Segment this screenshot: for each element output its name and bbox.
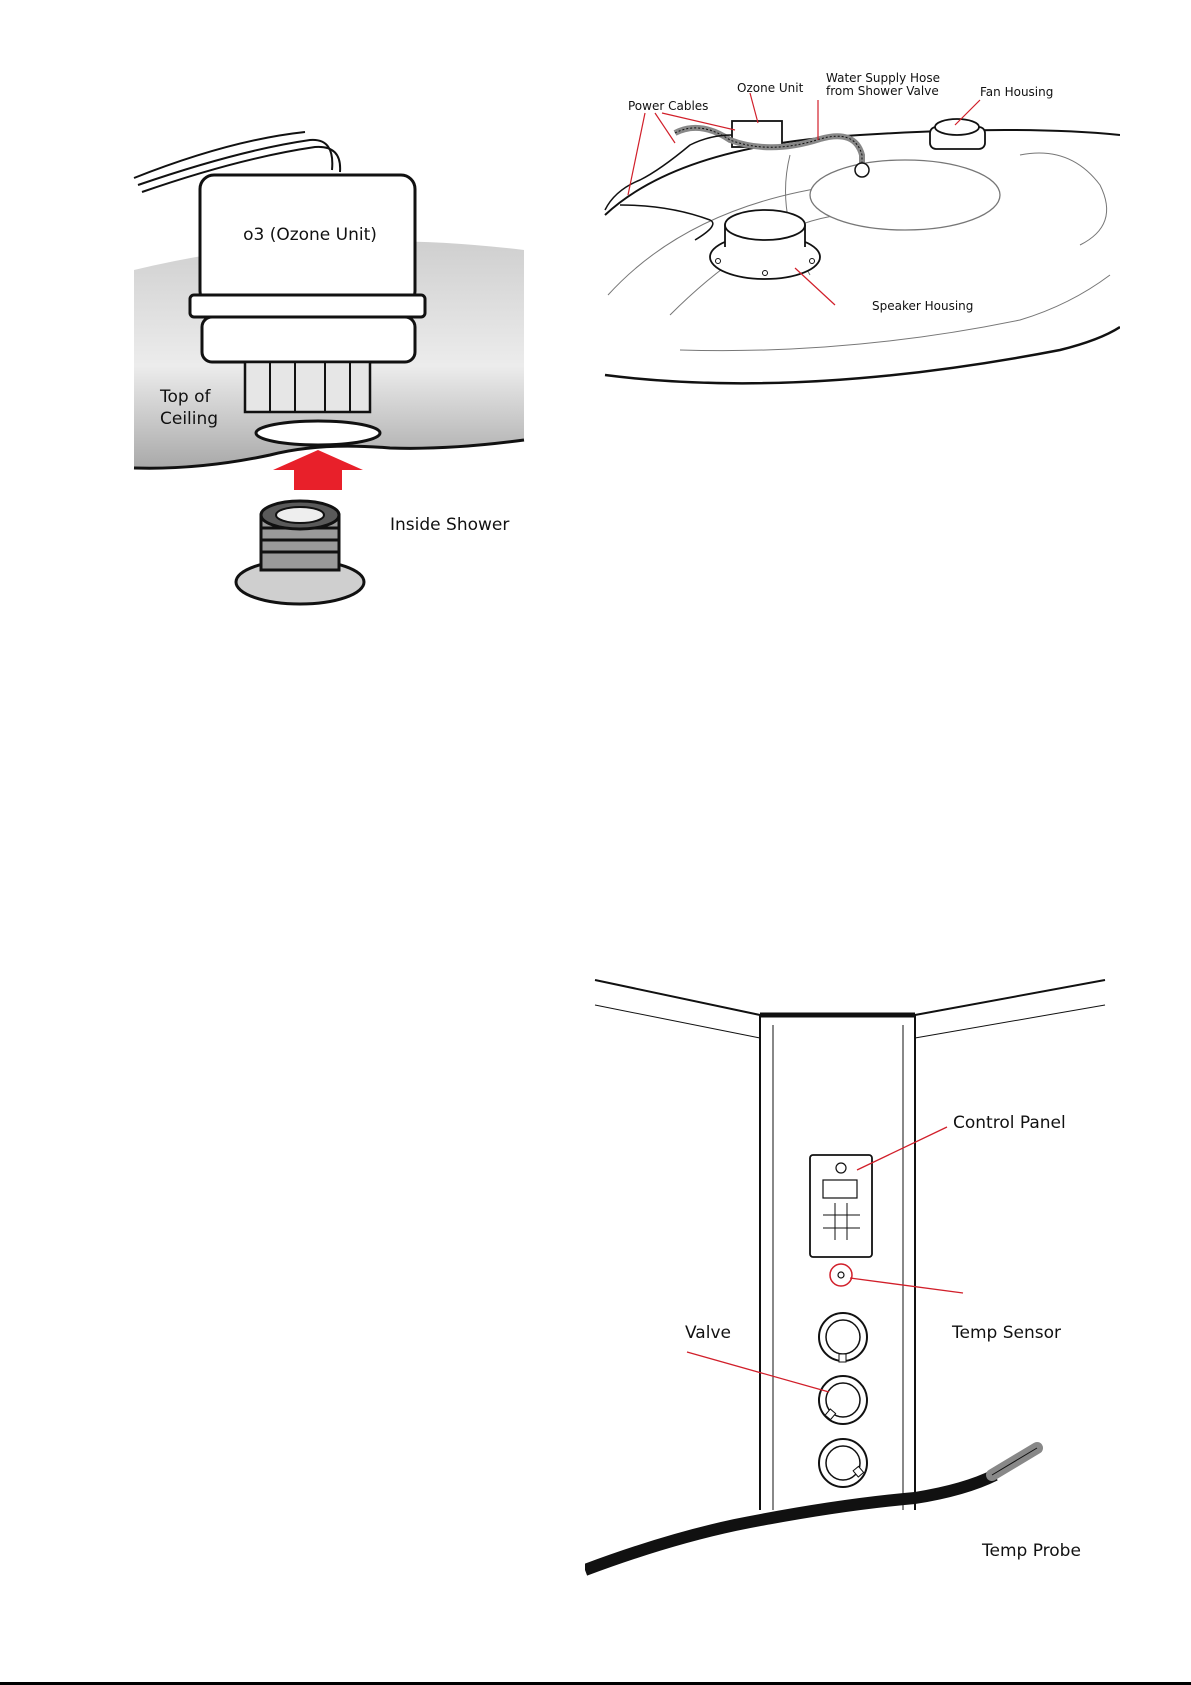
power-cable-2 xyxy=(620,205,713,240)
control-panel-label: Control Panel xyxy=(953,1113,1066,1133)
temp-sensor xyxy=(838,1272,844,1278)
top-of-ceiling-label-1: Top of xyxy=(160,387,211,407)
ceiling-layout-figure xyxy=(600,65,1120,405)
ozone-install-figure xyxy=(120,130,540,610)
speaker-housing-label: Speaker Housing xyxy=(872,299,974,313)
fan-housing-label: Fan Housing xyxy=(980,85,1054,99)
speaker-housing-top xyxy=(725,210,805,240)
hose-fitting xyxy=(855,163,869,177)
top-of-ceiling-label-2: Ceiling xyxy=(160,409,219,429)
temp-sensor-label: Temp Sensor xyxy=(952,1323,1061,1343)
install-direction-arrow xyxy=(273,450,363,490)
valve-1 xyxy=(819,1313,867,1362)
ceiling-hole xyxy=(256,421,380,445)
temp-probe-cable xyxy=(585,1475,995,1570)
central-dome xyxy=(810,160,1000,230)
temp-sensor-highlight xyxy=(830,1264,852,1286)
control-panel xyxy=(810,1155,872,1257)
ozone-unit-label: o3 (Ozone Unit) xyxy=(243,225,377,245)
valve-label: Valve xyxy=(685,1323,731,1343)
valve-2 xyxy=(819,1376,867,1424)
valve-3 xyxy=(819,1439,867,1487)
power-cables-label: Power Cables xyxy=(628,99,709,113)
water-hose-label-2: from Shower Valve xyxy=(826,84,939,98)
ozone-install-svg xyxy=(120,130,540,610)
ozone-unit-neck xyxy=(245,362,370,412)
ceiling-layout-svg xyxy=(600,65,1120,405)
control-column-figure xyxy=(585,970,1110,1590)
inside-shower-label: Inside Shower xyxy=(390,515,510,535)
control-column-svg xyxy=(585,970,1110,1590)
water-hose-label-1: Water Supply Hose xyxy=(826,71,940,85)
ozone-unit-band xyxy=(190,295,425,317)
temp-probe-label: Temp Probe xyxy=(982,1541,1081,1561)
ozone-unit-top-label: Ozone Unit xyxy=(737,81,804,95)
